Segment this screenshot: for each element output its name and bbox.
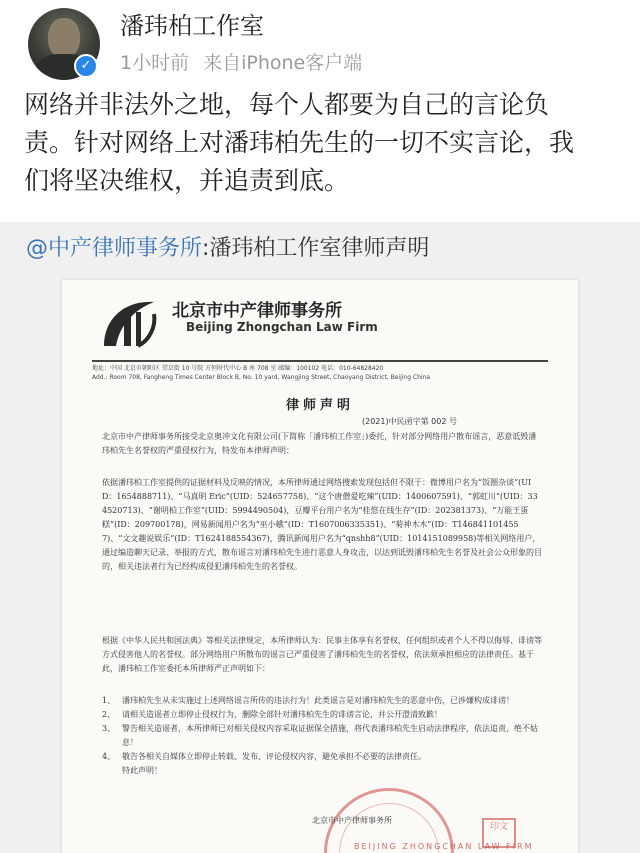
seal-stamp: 印文 bbox=[482, 818, 516, 848]
statement-paragraph: 依据潘玮柏工作室提供的证据材料及反映的情况，本所律师通过网络搜索发现包括但不限于：微博用户名为“饭圈杂谈”(UID：1654888711)、“马真明 Eric”(UID：524657758)、“这个唐僧爱吃辣”(UID：1400607591)、“郭虹川”(UID：334520713)、“谢明柏工作室”(UID：5994490504)，豆瓣平台用户名为“桂悠在线生存”(ID：202381373)、“万能王蛋糕”(ID：209700178)，网易新闻用户名为“巫小蛾”(ID：T1607006335351)、“菊神木木”(ID：T1468411014557)、“文文趣说娱乐”(ID：T1624188554367)，腾讯新闻用户名为“qnshh8”(UID：1014151089958)等相关网络用户，通过编造聊天记录、举报的方式，散布谣言对潘玮柏先生进行恶意人身攻击，以达到诋毁潘玮柏先生名誉及社会公众形象的目的，相关违法者行为已经构成侵犯潘玮柏先生的名誉权。 bbox=[102, 478, 542, 571]
firm-name-en: Beijing Zhongchan Law Firm bbox=[186, 320, 378, 334]
statement-items bbox=[102, 694, 542, 778]
post-text-line: 责。针对网络上对潘玮柏先生的一切不实言论，我 bbox=[24, 128, 575, 157]
firm-name-cn: 北京市中产律师事务所 bbox=[172, 301, 342, 321]
repost-mention-link[interactable]: @中产律师事务所 bbox=[26, 236, 203, 261]
item-number: 2、 bbox=[102, 710, 116, 719]
firm-address-cn: 地址：中国 北京市朝阳区 望京街 10 号院 方恒时代中心 B 座 708 室 邮编：100102 电话：010-64828420 bbox=[92, 365, 384, 372]
post-meta bbox=[120, 48, 376, 75]
repost-title bbox=[26, 234, 429, 264]
author-name[interactable]: 潘玮柏工作室 bbox=[120, 12, 264, 40]
statement-closing: 特此声明！ bbox=[122, 766, 162, 775]
stamp-text: BEIJING ZHONGCHAN LAW FIRM bbox=[354, 842, 534, 851]
firm-address-en: Add.: Room 708, Fangheng Times Center Block B, No. 10 yard, Wangjing Street, Chaoyang District, Beijing China bbox=[92, 374, 431, 381]
post-text-line: 网络并非法外之地，每个人都要为自己的言论负 bbox=[24, 90, 550, 119]
post-time: 1小时前 bbox=[120, 52, 190, 74]
statement-title: 律师声明 bbox=[285, 398, 354, 413]
signature-firm: 北京市中产律师事务所 bbox=[312, 816, 392, 825]
law-firm-logo-icon bbox=[98, 296, 160, 352]
statement-item bbox=[102, 722, 542, 750]
item-text: 请相关造谣者立即停止侵权行为，删除全部针对潘玮柏先生的诽谤言论，并公开澄清致歉！ bbox=[122, 710, 442, 719]
firm-address bbox=[92, 364, 552, 382]
repost-title-text: :潘玮柏工作室律师声明 bbox=[202, 236, 430, 261]
item-number: 3、 bbox=[102, 724, 116, 733]
statement-paragraph: 根据《中华人民共和国法典》等相关法律规定，本所律师认为：民事主体享有名誉权，任何组织或者个人不得以侮辱、诽谤等方式侵害他人的名誉权。部分网络用户所散布的谣言已严重侵害了潘玮柏先生的名誉权，依法须承担相应的法律责任。基于此，潘玮柏工作室委托本所律师严正声明如下： bbox=[102, 636, 542, 673]
statement-number: (2021)中民函字第 002 号 bbox=[362, 417, 457, 426]
verified-badge-icon: ✓ bbox=[74, 54, 98, 78]
post-text bbox=[24, 86, 640, 200]
item-text: 潘玮柏先生从未实施过上述网络谣言所传的违法行为！此类谣言是对潘玮柏先生的恶意中伤，已涉嫌构成诽谤！ bbox=[122, 696, 514, 705]
repost-card[interactable] bbox=[0, 222, 640, 853]
statement-paragraph: 北京市中产律师事务所接受北京奥冲文化有限公司(下简称「潘玮柏工作室」)委托，针对部分网络用户散布谣言，恶意诋毁潘玮柏先生名誉权的严重侵权行为，特发布本律师声明： bbox=[102, 432, 537, 455]
post-text-line: 们将坚决维权，并追责到底。 bbox=[24, 166, 350, 195]
item-text: 敬告各相关自媒体立即停止转载、发布、评论侵权内容，避免承担不必要的法律责任。 bbox=[122, 752, 426, 761]
statement-item bbox=[102, 708, 542, 722]
post-header bbox=[0, 0, 640, 86]
post-source: 来自iPhone客户端 bbox=[203, 52, 363, 74]
statement-image[interactable] bbox=[62, 280, 578, 853]
item-number: 4、 bbox=[102, 752, 116, 761]
statement-item bbox=[102, 694, 542, 708]
statement-item bbox=[102, 750, 542, 764]
item-number: 1、 bbox=[102, 696, 116, 705]
avatar-face bbox=[48, 18, 80, 58]
item-text: 警告相关造谣者，本所律师已对相关侵权内容采取证据保全措施，将代表潘玮柏先生启动法律程序，依法追责，绝不姑息！ bbox=[122, 724, 538, 747]
header-divider bbox=[92, 360, 548, 362]
